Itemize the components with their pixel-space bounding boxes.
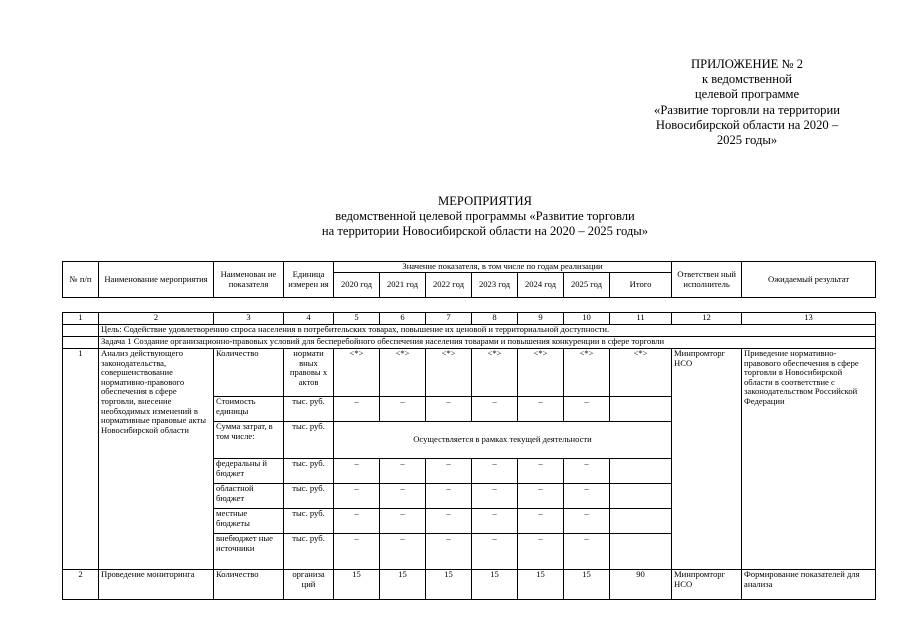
- header-total: Итого: [610, 273, 672, 298]
- value-cell: –: [564, 534, 610, 570]
- total-cell: [610, 484, 672, 509]
- event-num: 1: [63, 349, 99, 570]
- value-cell: –: [426, 459, 472, 484]
- executor-cell: Минпромторг НСО: [672, 349, 742, 570]
- header-event: Наименование мероприятия: [99, 262, 214, 298]
- unit-cell: тыс. руб.: [284, 509, 334, 534]
- header-values-group: Значение показателя, в том числе по годам реализации: [334, 262, 672, 273]
- value-cell: –: [426, 397, 472, 422]
- header-indicator: Наименован ие показателя: [214, 262, 284, 298]
- appendix-line: целевой программе: [694, 87, 800, 102]
- total-cell: 90: [610, 570, 672, 600]
- header-year: 2022 год: [426, 273, 472, 298]
- unit-cell: тыс. руб.: [284, 484, 334, 509]
- value-cell: <*>: [380, 349, 426, 397]
- appendix-line: 2025 годы»: [716, 133, 778, 148]
- value-cell: –: [426, 484, 472, 509]
- value-cell: –: [334, 509, 380, 534]
- table-body: [62, 312, 876, 600]
- appendix-line: ПРИЛОЖЕНИЕ № 2: [691, 57, 803, 71]
- header-num: № п/п: [63, 262, 99, 298]
- value-cell: –: [334, 459, 380, 484]
- indicator-cell: Количество: [214, 570, 284, 600]
- unit-cell: нормати вных правовы х актов: [284, 349, 334, 397]
- value-cell: –: [380, 509, 426, 534]
- value-cell: –: [334, 484, 380, 509]
- value-cell: –: [426, 509, 472, 534]
- column-number: 5: [334, 313, 380, 325]
- value-cell: 15: [518, 570, 564, 600]
- total-cell: [610, 534, 672, 570]
- appendix-line: «Развитие торговли на территории: [654, 102, 840, 117]
- total-cell: [610, 397, 672, 422]
- value-cell: 15: [472, 570, 518, 600]
- header-unit: Единица измерен ия: [284, 262, 334, 298]
- indicator-cell: внебюджет ные источники: [214, 534, 284, 570]
- merged-note: Осуществляется в рамках текущей деятельности: [334, 422, 672, 459]
- event-name: Анализ действующего законодательства, совершенствование нормативно-правового обеспечения в сфере торговли, внесение необходимых изменений в нормативные правовые акты Новосибирской области: [99, 349, 214, 570]
- total-cell: [610, 509, 672, 534]
- header-year: 2020 год: [334, 273, 380, 298]
- title-line: на территории Новосибирской области на 2020 – 2025 годы»: [321, 224, 649, 239]
- indicator-cell: федеральны й бюджет: [214, 459, 284, 484]
- column-number: 8: [472, 313, 518, 325]
- unit-cell: организа ций: [284, 570, 334, 600]
- value-cell: –: [518, 484, 564, 509]
- column-number: 7: [426, 313, 472, 325]
- executor-cell: Минпромторг НСО: [672, 570, 742, 600]
- column-number-row: [63, 313, 876, 325]
- title-line: ведомственной целевой программы «Развитие торговли: [335, 209, 635, 224]
- column-number: 3: [214, 313, 284, 325]
- value-cell: –: [472, 484, 518, 509]
- title-line: МЕРОПРИЯТИЯ: [438, 194, 532, 208]
- value-cell: <*>: [564, 349, 610, 397]
- value-cell: –: [472, 459, 518, 484]
- value-cell: <*>: [518, 349, 564, 397]
- column-number: 13: [742, 313, 876, 325]
- header-year: 2025 год: [564, 273, 610, 298]
- column-number: 6: [380, 313, 426, 325]
- table-header: [62, 261, 876, 298]
- total-cell: <*>: [610, 349, 672, 397]
- value-cell: –: [472, 509, 518, 534]
- header-year: 2024 год: [518, 273, 564, 298]
- value-cell: –: [334, 534, 380, 570]
- header-year: 2023 год: [472, 273, 518, 298]
- value-cell: 15: [564, 570, 610, 600]
- column-number: 10: [564, 313, 610, 325]
- header-year: 2021 год: [380, 273, 426, 298]
- value-cell: –: [564, 484, 610, 509]
- value-cell: –: [380, 534, 426, 570]
- value-cell: 15: [334, 570, 380, 600]
- column-number: 12: [672, 313, 742, 325]
- value-cell: <*>: [426, 349, 472, 397]
- appendix-line: к ведомственной: [701, 72, 793, 87]
- appendix-block: [612, 57, 882, 148]
- event-num: 2: [63, 570, 99, 600]
- task-text: Задача 1 Создание организационно-правовых условий для бесперебойного обеспечения населения товарами и повышения конкуренции в сфере торговли: [99, 337, 876, 349]
- indicator-cell: Стоимость единицы: [214, 397, 284, 422]
- value-cell: –: [426, 534, 472, 570]
- column-number: 2: [99, 313, 214, 325]
- value-cell: –: [564, 459, 610, 484]
- event-name: Проведение мониторинга: [99, 570, 214, 600]
- column-number: 4: [284, 313, 334, 325]
- goal-num-cell: [63, 325, 99, 337]
- value-cell: –: [564, 397, 610, 422]
- unit-cell: тыс. руб.: [284, 459, 334, 484]
- column-number: 9: [518, 313, 564, 325]
- value-cell: <*>: [334, 349, 380, 397]
- table-row: [63, 349, 876, 397]
- value-cell: –: [518, 459, 564, 484]
- value-cell: –: [380, 459, 426, 484]
- total-cell: [610, 459, 672, 484]
- header-result: Ожидаемый результат: [742, 262, 876, 298]
- result-cell: Приведение нормативно-правового обеспечения в сфере торговли в Новосибирской области в соответствие с законодательством Российской Федерации: [742, 349, 876, 570]
- unit-cell: тыс. руб.: [284, 397, 334, 422]
- appendix-line: Новосибирской области на 2020 –: [655, 117, 839, 132]
- indicator-cell: Количество: [214, 349, 284, 397]
- indicator-cell: Сумма затрат, в том числе:: [214, 422, 284, 459]
- result-cell: Формирование показателей для анализа: [742, 570, 876, 600]
- value-cell: –: [472, 534, 518, 570]
- value-cell: –: [334, 397, 380, 422]
- header-executor: Ответствен ный исполнитель: [672, 262, 742, 298]
- task-num-cell: [63, 337, 99, 349]
- value-cell: –: [518, 534, 564, 570]
- goal-text: Цель: Содействие удовлетворению спроса населения в потребительских товарах, повышение их ценовой и территориальной доступности.: [99, 325, 876, 337]
- indicator-cell: областной бюджет: [214, 484, 284, 509]
- value-cell: –: [380, 484, 426, 509]
- unit-cell: тыс. руб.: [284, 534, 334, 570]
- column-number: 11: [610, 313, 672, 325]
- unit-cell: тыс. руб.: [284, 422, 334, 459]
- value-cell: –: [564, 509, 610, 534]
- value-cell: –: [472, 397, 518, 422]
- value-cell: –: [380, 397, 426, 422]
- value-cell: 15: [426, 570, 472, 600]
- value-cell: <*>: [472, 349, 518, 397]
- column-number: 1: [63, 313, 99, 325]
- indicator-cell: местные бюджеты: [214, 509, 284, 534]
- document-title: [180, 194, 790, 240]
- table-row: [63, 570, 876, 600]
- value-cell: –: [518, 397, 564, 422]
- value-cell: 15: [380, 570, 426, 600]
- value-cell: –: [518, 509, 564, 534]
